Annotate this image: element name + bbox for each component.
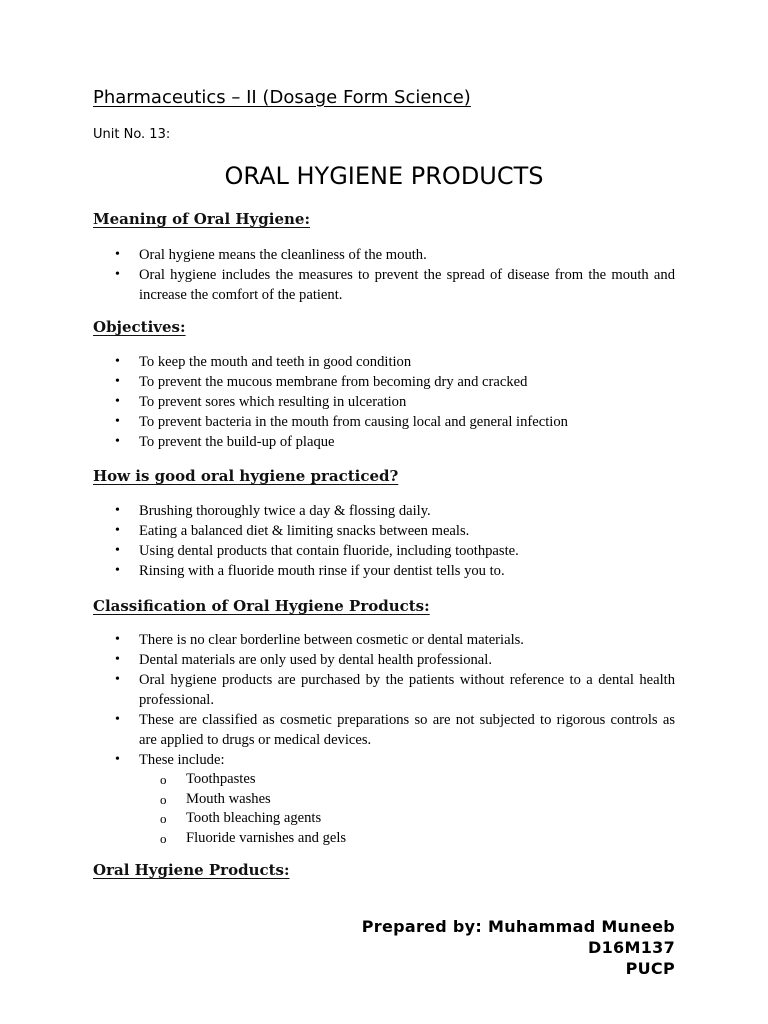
section-heading-meaning: Meaning of Oral Hygiene: xyxy=(93,210,310,228)
objectives-list xyxy=(93,352,675,452)
prepared-by-block xyxy=(362,916,675,979)
list-item xyxy=(93,521,675,541)
course-title: Pharmaceutics – II (Dosage Form Science) xyxy=(93,87,471,108)
list-item xyxy=(93,392,675,412)
list-item xyxy=(93,245,675,265)
list-item-text: To prevent the mucous membrane from becoming dry and cracked xyxy=(139,374,528,390)
list-item-text: There is no clear borderline between cosmetic or dental materials. xyxy=(139,632,524,648)
bullet-icon: • xyxy=(115,672,120,687)
unit-label: Unit No. 13: xyxy=(93,127,171,142)
sub-list-item xyxy=(139,809,675,829)
circle-bullet-icon: o xyxy=(160,811,167,826)
list-item-text: Dental materials are only used by dental health professional. xyxy=(139,652,492,668)
list-item-text: Oral hygiene means the cleanliness of the mouth. xyxy=(139,247,427,263)
bullet-icon: • xyxy=(115,543,120,558)
sub-list-item-text: Mouth washes xyxy=(186,790,271,807)
bullet-icon: • xyxy=(115,563,120,578)
list-item xyxy=(93,650,675,670)
list-item xyxy=(93,352,675,372)
classification-list xyxy=(93,630,675,848)
circle-bullet-icon: o xyxy=(160,772,167,787)
list-item-text: These include: xyxy=(139,752,225,768)
list-item-text: To prevent sores which resulting in ulceration xyxy=(139,394,407,410)
bullet-icon: • xyxy=(115,394,120,409)
list-item-text: To prevent the build-up of plaque xyxy=(139,434,335,450)
practice-list xyxy=(93,501,675,581)
list-item-text: Using dental products that contain fluoride, including toothpaste. xyxy=(139,543,519,559)
list-item-text: To prevent bacteria in the mouth from causing local and general infection xyxy=(139,414,568,430)
list-item-text: Oral hygiene includes the measures to prevent the spread of disease from the mouth and increase the comfort of the patient. xyxy=(139,267,675,303)
list-item xyxy=(93,630,675,650)
list-item xyxy=(93,432,675,452)
list-item-text: Eating a balanced diet & limiting snacks between meals. xyxy=(139,523,470,539)
list-item xyxy=(93,265,675,305)
bullet-icon: • xyxy=(115,523,120,538)
list-item xyxy=(93,561,675,581)
list-item-text: Oral hygiene products are purchased by the patients without reference to a dental health professional. xyxy=(139,672,675,708)
list-item-text: These are classified as cosmetic preparations so are not subjected to rigorous controls as are applied to drugs or medical devices. xyxy=(139,712,675,748)
sub-list-item xyxy=(139,790,675,810)
sub-list-item xyxy=(139,770,675,790)
sub-list-item xyxy=(139,829,675,849)
document-title: ORAL HYGIENE PRODUCTS xyxy=(224,162,544,190)
bullet-icon: • xyxy=(115,247,120,262)
bullet-icon: • xyxy=(115,354,120,369)
section-heading-practice: How is good oral hygiene practiced? xyxy=(93,467,399,485)
bullet-icon: • xyxy=(115,414,120,429)
circle-bullet-icon: o xyxy=(160,830,167,846)
list-item-text: Brushing thoroughly twice a day & flossing daily. xyxy=(139,503,431,519)
sub-list-item-text: Fluoride varnishes and gels xyxy=(186,829,347,846)
list-item-text: To keep the mouth and teeth in good condition xyxy=(139,354,412,370)
author-id: D16M137 xyxy=(588,938,675,957)
list-item xyxy=(93,412,675,432)
institution: PUCP xyxy=(625,959,675,978)
bullet-icon: • xyxy=(115,652,120,667)
list-item xyxy=(93,541,675,561)
bullet-icon: • xyxy=(115,267,120,282)
list-item xyxy=(93,750,675,848)
section-heading-classification: Classification of Oral Hygiene Products: xyxy=(93,597,430,615)
circle-bullet-icon: o xyxy=(160,791,167,807)
bullet-icon: • xyxy=(115,434,120,449)
sub-list xyxy=(139,770,675,848)
bullet-icon: • xyxy=(115,374,120,389)
bullet-icon: • xyxy=(115,503,120,518)
list-item xyxy=(93,670,675,710)
bullet-icon: • xyxy=(115,632,120,647)
list-item xyxy=(93,710,675,750)
bullet-icon: • xyxy=(115,752,120,767)
list-item xyxy=(93,372,675,392)
bullet-icon: • xyxy=(115,712,120,727)
sub-list-item-text: Toothpastes xyxy=(186,771,256,787)
section-heading-objectives: Objectives: xyxy=(93,318,186,336)
sub-list-item-text: Tooth bleaching agents xyxy=(186,810,322,826)
list-item-text: Rinsing with a fluoride mouth rinse if your dentist tells you to. xyxy=(139,563,505,579)
meaning-list xyxy=(93,245,675,305)
section-heading-products: Oral Hygiene Products: xyxy=(93,861,290,879)
prepared-by-line: Prepared by: Muhammad Muneeb xyxy=(361,917,675,936)
list-item xyxy=(93,501,675,521)
